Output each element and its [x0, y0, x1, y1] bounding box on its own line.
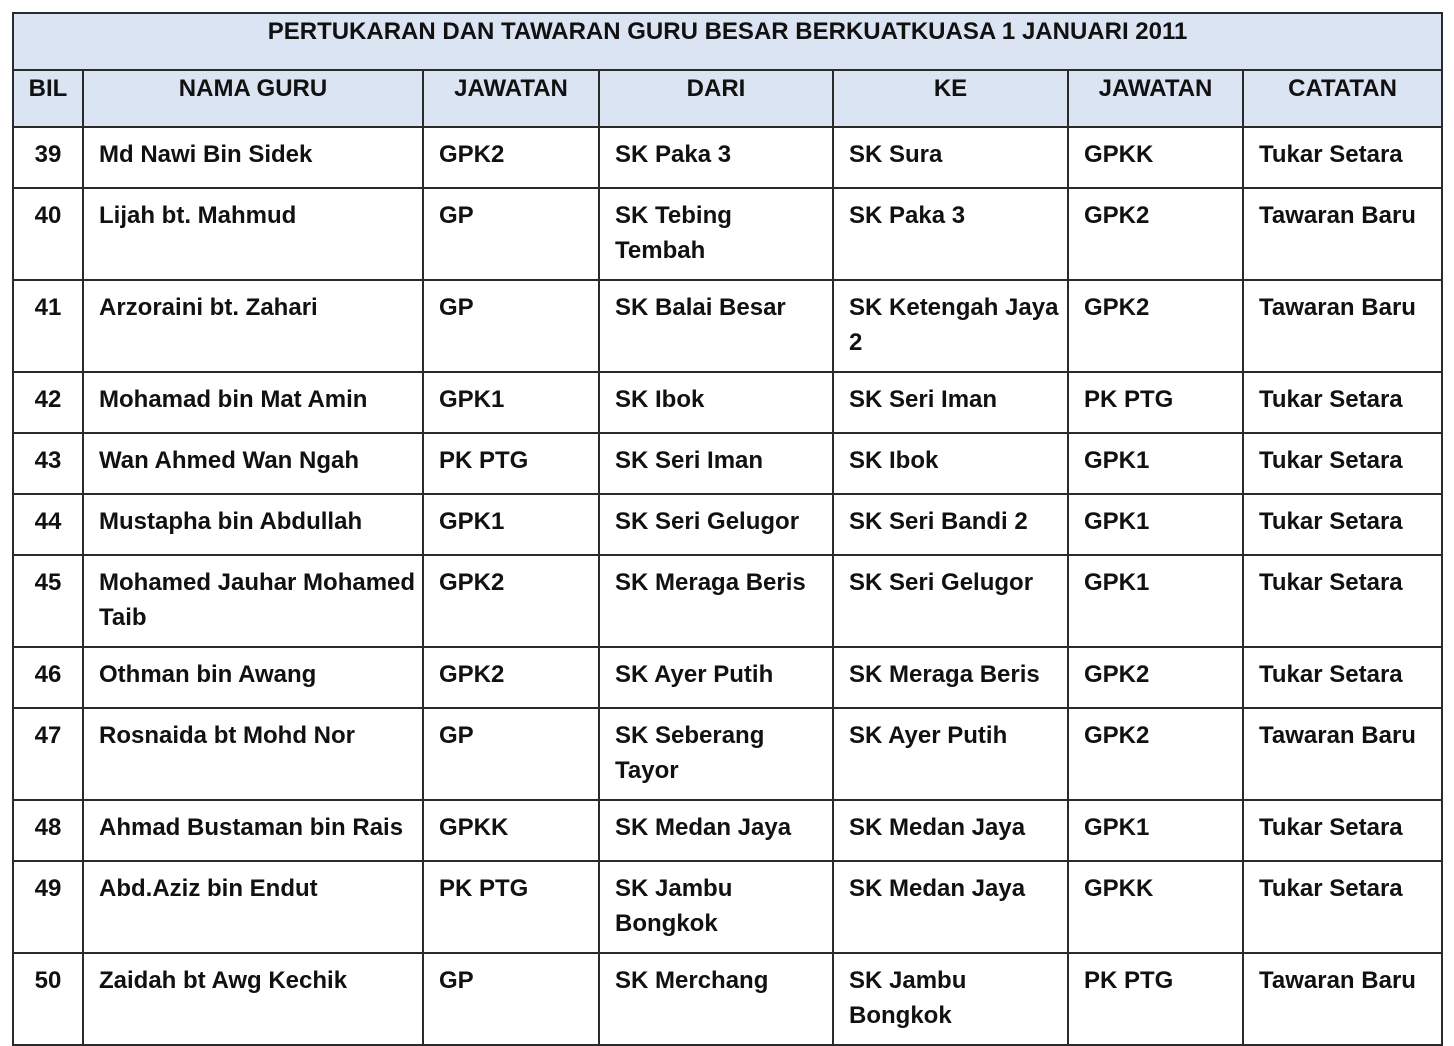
cell-dari: SK Tebing Tembah [599, 188, 833, 280]
cell-ke: SK Sura [833, 127, 1068, 188]
cell-bil: 44 [13, 494, 83, 555]
cell-ke: SK Meraga Beris [833, 647, 1068, 708]
cell-jawatan-to: GPK1 [1068, 555, 1243, 647]
cell-dari: SK Seberang Tayor [599, 708, 833, 800]
cell-jawatan-to: GPKK [1068, 127, 1243, 188]
cell-dari: SK Meraga Beris [599, 555, 833, 647]
table-row [13, 433, 1442, 494]
header-nama-guru: NAMA GURU [83, 70, 423, 127]
cell-dari: SK Seri Iman [599, 433, 833, 494]
table-row [13, 861, 1442, 953]
cell-ke: SK Medan Jaya [833, 800, 1068, 861]
cell-catatan: Tukar Setara [1243, 555, 1442, 647]
table-row [13, 647, 1442, 708]
cell-catatan: Tawaran Baru [1243, 280, 1442, 372]
table-row [13, 708, 1442, 800]
cell-ke: SK Paka 3 [833, 188, 1068, 280]
cell-catatan: Tukar Setara [1243, 494, 1442, 555]
cell-nama: Othman bin Awang [83, 647, 423, 708]
cell-ke: SK Jambu Bongkok [833, 953, 1068, 1045]
header-ke: KE [833, 70, 1068, 127]
cell-jawatan-to: GPK1 [1068, 433, 1243, 494]
cell-jawatan-to: PK PTG [1068, 953, 1243, 1045]
cell-jawatan-from: GPKK [423, 800, 599, 861]
cell-nama: Lijah bt. Mahmud [83, 188, 423, 280]
cell-jawatan-to: GPKK [1068, 861, 1243, 953]
cell-dari: SK Seri Gelugor [599, 494, 833, 555]
cell-catatan: Tukar Setara [1243, 800, 1442, 861]
cell-catatan: Tawaran Baru [1243, 188, 1442, 280]
cell-dari: SK Merchang [599, 953, 833, 1045]
cell-jawatan-from: PK PTG [423, 861, 599, 953]
cell-ke: SK Medan Jaya [833, 861, 1068, 953]
cell-dari: SK Ayer Putih [599, 647, 833, 708]
cell-catatan: Tawaran Baru [1243, 708, 1442, 800]
cell-nama: Arzoraini bt. Zahari [83, 280, 423, 372]
cell-nama: Mustapha bin Abdullah [83, 494, 423, 555]
cell-jawatan-from: GP [423, 280, 599, 372]
cell-nama: Mohamed Jauhar Mohamed Taib [83, 555, 423, 647]
cell-bil: 48 [13, 800, 83, 861]
cell-jawatan-to: GPK2 [1068, 188, 1243, 280]
cell-ke: SK Ayer Putih [833, 708, 1068, 800]
cell-jawatan-from: GPK1 [423, 494, 599, 555]
cell-bil: 42 [13, 372, 83, 433]
cell-ke: SK Ibok [833, 433, 1068, 494]
cell-ke: SK Seri Gelugor [833, 555, 1068, 647]
cell-ke: SK Seri Iman [833, 372, 1068, 433]
cell-bil: 43 [13, 433, 83, 494]
cell-jawatan-to: GPK1 [1068, 494, 1243, 555]
cell-bil: 41 [13, 280, 83, 372]
header-jawatan-to: JAWATAN [1068, 70, 1243, 127]
cell-dari: SK Medan Jaya [599, 800, 833, 861]
cell-dari: SK Jambu Bongkok [599, 861, 833, 953]
cell-jawatan-from: GPK2 [423, 127, 599, 188]
header-jawatan-from: JAWATAN [423, 70, 599, 127]
cell-jawatan-from: GPK2 [423, 555, 599, 647]
cell-bil: 39 [13, 127, 83, 188]
cell-catatan: Tukar Setara [1243, 861, 1442, 953]
table-row [13, 188, 1442, 280]
cell-jawatan-to: GPK2 [1068, 647, 1243, 708]
cell-dari: SK Balai Besar [599, 280, 833, 372]
cell-catatan: Tawaran Baru [1243, 953, 1442, 1045]
header-bil: BIL [13, 70, 83, 127]
cell-nama: Abd.Aziz bin Endut [83, 861, 423, 953]
cell-jawatan-from: GPK1 [423, 372, 599, 433]
cell-jawatan-from: GP [423, 188, 599, 280]
cell-jawatan-from: GPK2 [423, 647, 599, 708]
cell-catatan: Tukar Setara [1243, 647, 1442, 708]
cell-bil: 47 [13, 708, 83, 800]
table-row [13, 494, 1442, 555]
table-row [13, 372, 1442, 433]
cell-bil: 50 [13, 953, 83, 1045]
cell-dari: SK Paka 3 [599, 127, 833, 188]
cell-nama: Md Nawi Bin Sidek [83, 127, 423, 188]
header-row [13, 70, 1442, 127]
transfer-table [12, 12, 1443, 1046]
cell-jawatan-from: PK PTG [423, 433, 599, 494]
cell-jawatan-to: PK PTG [1068, 372, 1243, 433]
table-row [13, 555, 1442, 647]
cell-nama: Wan Ahmed Wan Ngah [83, 433, 423, 494]
table-row [13, 953, 1442, 1045]
cell-bil: 40 [13, 188, 83, 280]
cell-nama: Ahmad Bustaman bin Rais [83, 800, 423, 861]
cell-dari: SK Ibok [599, 372, 833, 433]
cell-nama: Mohamad bin Mat Amin [83, 372, 423, 433]
cell-jawatan-to: GPK2 [1068, 280, 1243, 372]
cell-jawatan-from: GP [423, 953, 599, 1045]
cell-bil: 45 [13, 555, 83, 647]
cell-catatan: Tukar Setara [1243, 127, 1442, 188]
cell-ke: SK Seri Bandi 2 [833, 494, 1068, 555]
cell-jawatan-to: GPK1 [1068, 800, 1243, 861]
cell-jawatan-to: GPK2 [1068, 708, 1243, 800]
cell-bil: 49 [13, 861, 83, 953]
table-title: PERTUKARAN DAN TAWARAN GURU BESAR BERKUATKUASA 1 JANUARI 2011 [13, 13, 1442, 70]
cell-ke: SK Ketengah Jaya 2 [833, 280, 1068, 372]
cell-nama: Rosnaida bt Mohd Nor [83, 708, 423, 800]
cell-bil: 46 [13, 647, 83, 708]
cell-jawatan-from: GP [423, 708, 599, 800]
table-row [13, 280, 1442, 372]
table-row [13, 800, 1442, 861]
cell-catatan: Tukar Setara [1243, 372, 1442, 433]
header-dari: DARI [599, 70, 833, 127]
cell-catatan: Tukar Setara [1243, 433, 1442, 494]
cell-nama: Zaidah bt Awg Kechik [83, 953, 423, 1045]
table-row [13, 127, 1442, 188]
header-catatan: CATATAN [1243, 70, 1442, 127]
